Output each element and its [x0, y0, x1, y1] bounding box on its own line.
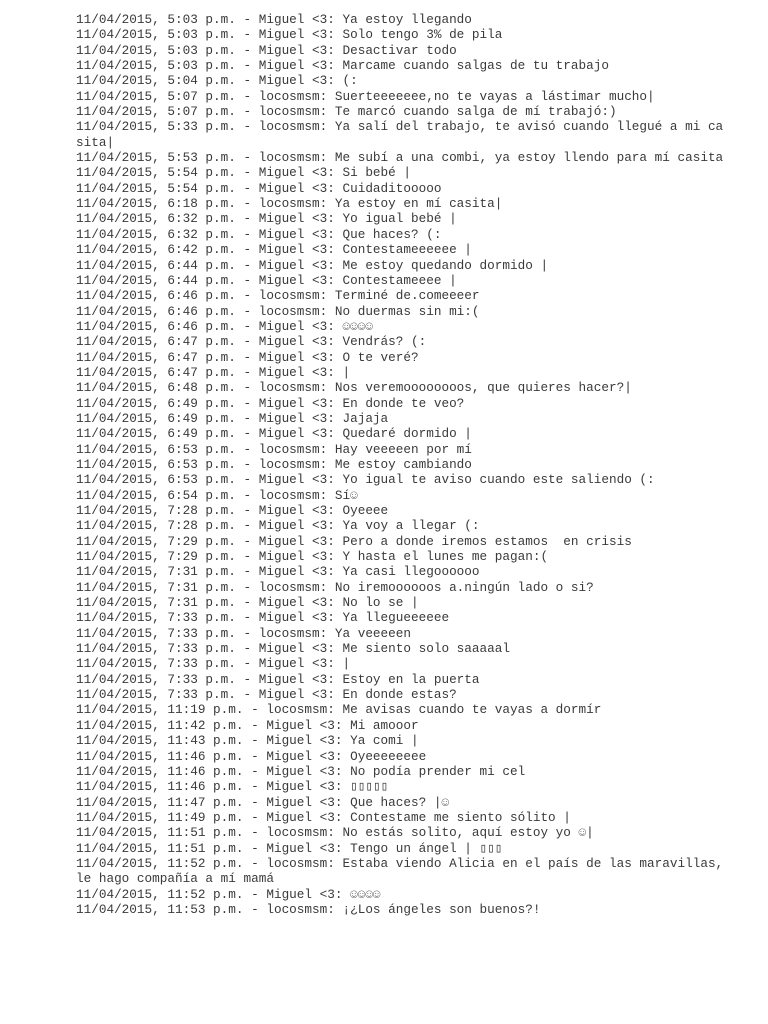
- chat-line: 11/04/2015, 6:46 p.m. - locosmsm: Terminé de.comeeeer: [76, 288, 480, 304]
- chat-line: 11/04/2015, 6:54 p.m. - locosmsm: Sí☺: [76, 487, 358, 503]
- chat-line: 11/04/2015, 11:52 p.m. - locosmsm: Estaba viendo Alicia en el país de las maravillas, le hago compañía a mí mamá: [76, 855, 731, 887]
- chat-line: 11/04/2015, 11:46 p.m. - Miguel <3: ▯▯▯▯▯: [76, 779, 389, 795]
- chat-line: 11/04/2015, 5:53 p.m. - locosmsm: Me subí a una combi, ya estoy llendo para mí casita: [76, 150, 724, 166]
- chat-line: 11/04/2015, 5:33 p.m. - locosmsm: Ya salí del trabajo, te avisó cuando llegué a mi casita|: [76, 119, 724, 150]
- chat-line: 11/04/2015, 5:07 p.m. - locosmsm: Suerteeeeeee,no te vayas a lástimar mucho|: [76, 88, 655, 104]
- chat-line: 11/04/2015, 6:42 p.m. - Miguel <3: Contestameeeeee |: [76, 242, 472, 258]
- chat-line: 11/04/2015, 7:31 p.m. - Miguel <3: No lo se |: [76, 595, 419, 611]
- chat-line: 11/04/2015, 5:54 p.m. - Miguel <3: Si bebé |: [76, 165, 412, 181]
- chat-line: 11/04/2015, 5:03 p.m. - Miguel <3: Solo tengo 3% de pila: [76, 27, 503, 43]
- chat-line: 11/04/2015, 7:29 p.m. - Miguel <3: Y hasta el lunes me pagan:(: [76, 549, 549, 565]
- chat-line: 11/04/2015, 7:33 p.m. - Miguel <3: En donde estas?: [76, 687, 457, 703]
- chat-line: 11/04/2015, 6:46 p.m. - locosmsm: No duermas sin mi:(: [76, 303, 480, 319]
- chat-line: 11/04/2015, 11:49 p.m. - Miguel <3: Contestame me siento sólito |: [76, 809, 571, 825]
- chat-line: 11/04/2015, 6:32 p.m. - Miguel <3: Yo igual bebé |: [76, 211, 457, 227]
- chat-line: 11/04/2015, 5:03 p.m. - Miguel <3: Ya estoy llegando: [76, 12, 472, 27]
- chat-line: 11/04/2015, 6:47 p.m. - Miguel <3: Vendrás? (:: [76, 334, 427, 350]
- chat-line: 11/04/2015, 7:33 p.m. - Miguel <3: Ya llegueeeeee: [76, 610, 450, 626]
- chat-line: 11/04/2015, 11:51 p.m. - locosmsm: No estás solito, aquí estoy yo ☺|: [76, 825, 594, 841]
- chat-line: 11/04/2015, 6:53 p.m. - Miguel <3: Yo igual te aviso cuando este saliendo (:: [76, 472, 655, 488]
- chat-line: 11/04/2015, 6:18 p.m. - locosmsm: Ya estoy en mí casita|: [76, 196, 503, 212]
- chat-line: 11/04/2015, 6:49 p.m. - Miguel <3: Quedaré dormido |: [76, 426, 472, 442]
- chat-line: 11/04/2015, 6:48 p.m. - locosmsm: Nos veremoooooooos, que quieres hacer?|: [76, 380, 632, 396]
- chat-log: [76, 12, 731, 917]
- chat-line: 11/04/2015, 6:49 p.m. - Miguel <3: En donde te veo?: [76, 395, 465, 411]
- chat-line: 11/04/2015, 6:49 p.m. - Miguel <3: Jajaja: [76, 410, 389, 426]
- chat-line: 11/04/2015, 11:46 p.m. - Miguel <3: Oyeeeeeeee: [76, 748, 427, 764]
- chat-line: 11/04/2015, 6:47 p.m. - Miguel <3: |: [76, 364, 351, 380]
- chat-line: 11/04/2015, 5:03 p.m. - Miguel <3: Desactivar todo: [76, 42, 457, 58]
- chat-line: 11/04/2015, 11:51 p.m. - Miguel <3: Tengo un ángel | ▯▯▯: [76, 840, 503, 856]
- chat-line: 11/04/2015, 6:44 p.m. - Miguel <3: Me estoy quedando dormido |: [76, 257, 549, 273]
- chat-line: 11/04/2015, 7:33 p.m. - Miguel <3: Me siento solo saaaaal: [76, 641, 510, 657]
- chat-line: 11/04/2015, 11:53 p.m. - locosmsm: ¡¿Los ángeles son buenos?!: [76, 901, 541, 917]
- chat-line: 11/04/2015, 6:53 p.m. - locosmsm: Hay veeeeen por mí: [76, 441, 472, 457]
- chat-line: 11/04/2015, 7:33 p.m. - locosmsm: Ya veeeeen: [76, 625, 412, 641]
- chat-line: 11/04/2015, 7:28 p.m. - Miguel <3: Oyeeee: [76, 503, 389, 518]
- chat-line: 11/04/2015, 7:28 p.m. - Miguel <3: Ya voy a llegar (:: [76, 518, 480, 534]
- chat-line: 11/04/2015, 7:31 p.m. - locosmsm: No iremoooooos a.ningún lado o si?: [76, 579, 594, 595]
- chat-line: 11/04/2015, 11:46 p.m. - Miguel <3: No podía prender mi cel: [76, 763, 526, 779]
- chat-line: 11/04/2015, 11:43 p.m. - Miguel <3: Ya comi |: [76, 733, 419, 749]
- chat-line: 11/04/2015, 11:47 p.m. - Miguel <3: Que haces? |☺: [76, 794, 450, 810]
- chat-line: 11/04/2015, 6:46 p.m. - Miguel <3: ☺☺☺☺: [76, 318, 373, 334]
- chat-line: 11/04/2015, 5:54 p.m. - Miguel <3: Cuidaditooooo: [76, 180, 442, 196]
- chat-line: 11/04/2015, 5:04 p.m. - Miguel <3: (:: [76, 73, 358, 89]
- chat-line: 11/04/2015, 11:19 p.m. - locosmsm: Me avisas cuando te vayas a dormír: [76, 702, 602, 718]
- chat-line: 11/04/2015, 6:53 p.m. - locosmsm: Me estoy cambiando: [76, 456, 472, 472]
- chat-line: 11/04/2015, 11:42 p.m. - Miguel <3: Mi amooor: [76, 717, 419, 733]
- chat-line: 11/04/2015, 7:33 p.m. - Miguel <3: Estoy en la puerta: [76, 671, 480, 687]
- chat-line: 11/04/2015, 6:44 p.m. - Miguel <3: Contestameeee |: [76, 272, 457, 288]
- chat-line: 11/04/2015, 7:33 p.m. - Miguel <3: |: [76, 656, 351, 672]
- chat-line: 11/04/2015, 11:52 p.m. - Miguel <3: ☺☺☺☺: [76, 886, 381, 902]
- chat-line: 11/04/2015, 6:47 p.m. - Miguel <3: O te veré?: [76, 349, 419, 365]
- chat-line: 11/04/2015, 7:29 p.m. - Miguel <3: Pero a donde iremos estamos en crisis: [76, 533, 632, 549]
- chat-line: 11/04/2015, 5:03 p.m. - Miguel <3: Marcame cuando salgas de tu trabajo: [76, 58, 609, 74]
- chat-line: 11/04/2015, 7:31 p.m. - Miguel <3: Ya casi llegoooooo: [76, 564, 480, 580]
- chat-line: 11/04/2015, 6:32 p.m. - Miguel <3: Que haces? (:: [76, 226, 442, 242]
- chat-line: 11/04/2015, 5:07 p.m. - locosmsm: Te marcó cuando salga de mí trabajó:): [76, 104, 617, 120]
